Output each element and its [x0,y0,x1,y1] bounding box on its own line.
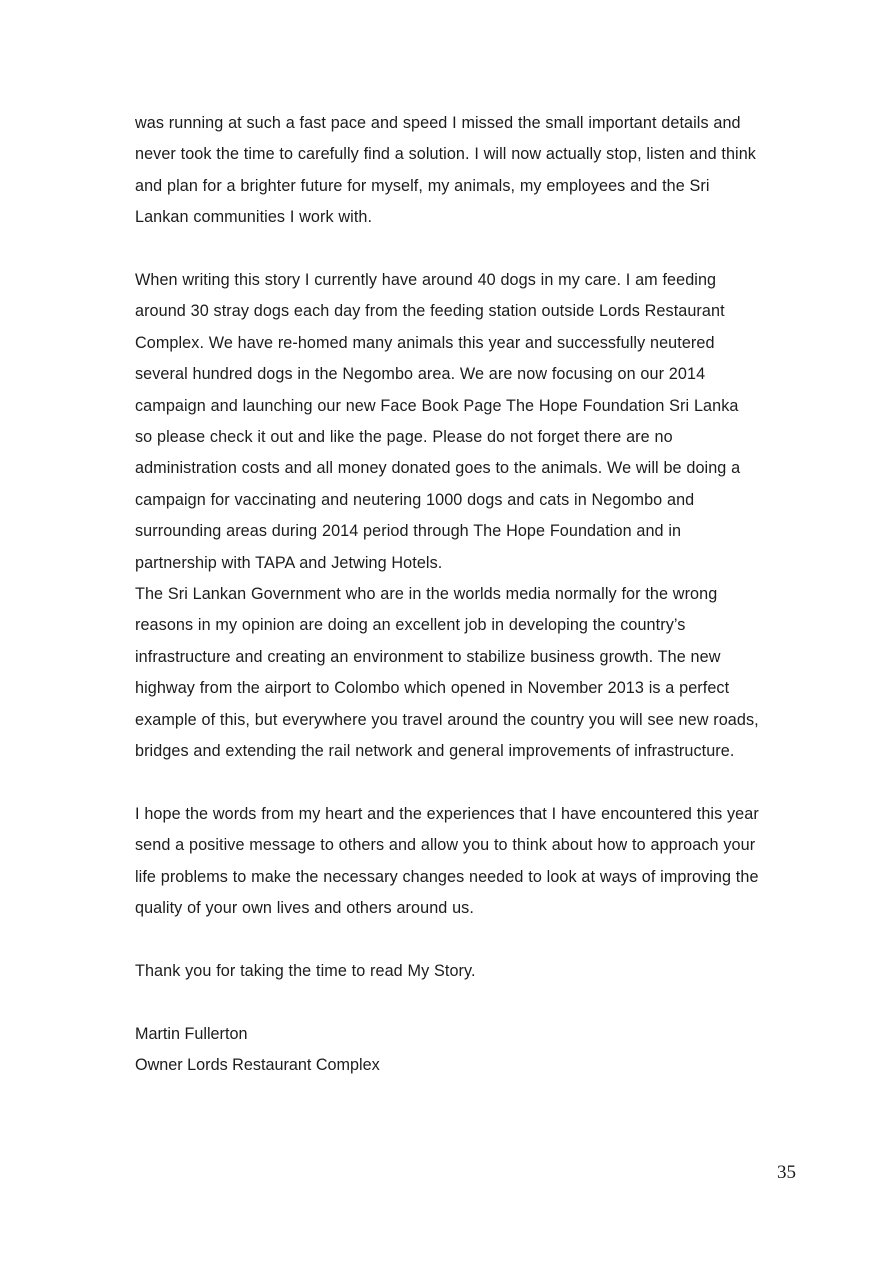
paragraph-current-work: When writing this story I currently have around 40 dogs in my care. I am feeding around 30 stray dogs each day from the feeding station outside Lords Restaurant Complex. We have re-homed many animals this year and successfully neutered several hundred dogs in the Negombo area. We are now focusing on our 2014 campaign and launching our new Face Book Page The Hope Foundation Sri Lanka so please check it out and like the page. Please do not forget there are no administration costs and all money donated goes to the animals. We will be doing a campaign for vaccinating and neutering 1000 dogs and cats in Negombo and surrounding areas during 2014 period through The Hope Foundation and in partnership with TAPA and Jetwing Hotels. [135,271,741,572]
signature-title: Owner Lords Restaurant Complex [135,1056,380,1075]
paragraph-government: The Sri Lankan Government who are in the worlds media normally for the wrong reasons in my opinion are doing an excellent job in developing the country’s infrastructure and creating an environment to stabilize business growth. The new highway from the airport to Colombo which opened in November 2013 is a perfect example of this, but everywhere you travel around the country you will see new roads, bridges and extending the rail network and general improvements of infrastructure. [135,585,759,761]
paragraph-spacer [135,768,760,799]
paragraph-closing-hope: I hope the words from my heart and the experiences that I have encountered this year send a positive message to others and allow you to think about how to approach your life problems to make the necessary changes needed to look at ways of improving the quality of your own lives and others around us. [135,804,759,918]
paragraph-continuation: was running at such a fast pace and speed I missed the small important details and never took the time to carefully find a solution. I will now actually stop, listen and think and plan for a brighter future for myself, my animals, my employees and the Sri Lankan communities I work with. [135,114,756,227]
paragraph-thank-you: Thank you for taking the time to read My Story. [135,961,476,980]
page-number: 35 [777,1162,796,1183]
signature-name: Martin Fullerton [135,1024,248,1043]
document-text-column [135,108,760,1082]
paragraph-spacer [135,925,760,956]
paragraph-spacer [135,987,760,1018]
paragraph-spacer [135,234,760,265]
